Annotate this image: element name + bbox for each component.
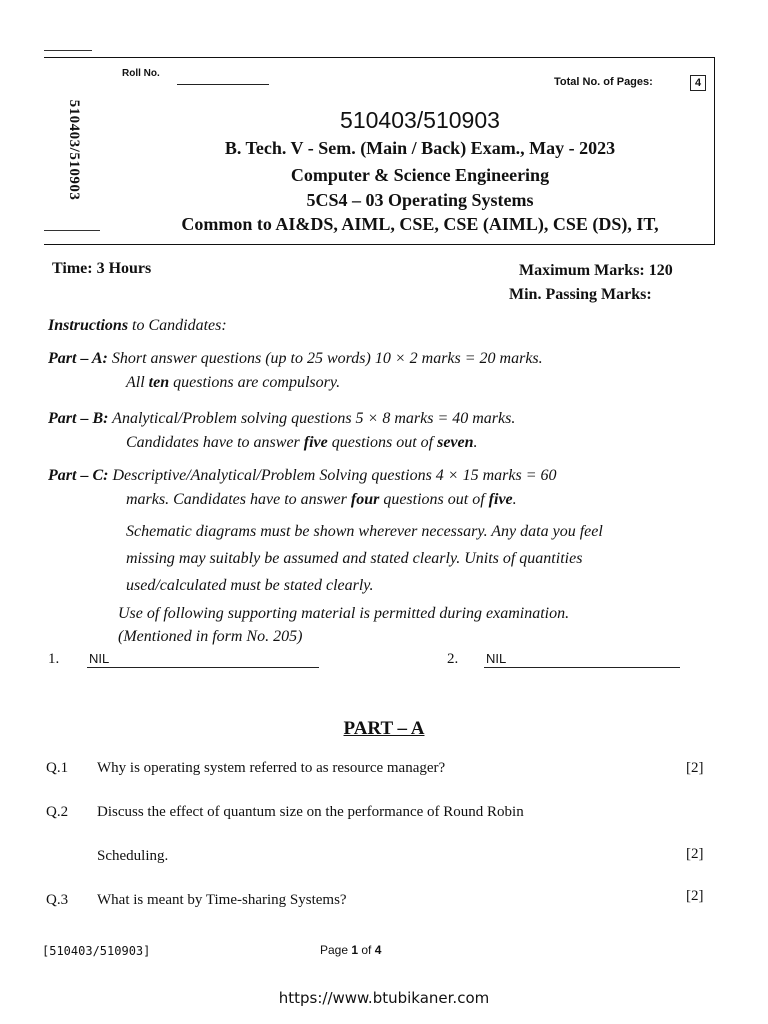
question-number: Q.1: [46, 760, 69, 776]
schematic-note-3: used/calculated must be stated clearly.: [126, 577, 374, 594]
material-note-2: (Mentioned in form No. 205): [118, 628, 303, 645]
source-url: https://www.btubikaner.com: [278, 989, 490, 1007]
common-line: Common to AI&DS, AIML, CSE, CSE (AIML), CSE (DS), IT,: [181, 214, 659, 234]
exam-line: B. Tech. V - Sem. (Main / Back) Exam., May - 2023: [224, 138, 616, 158]
question-text: What is meant by Time-sharing Systems?: [97, 892, 347, 908]
roll-no-label: Roll No.: [122, 68, 160, 79]
total-pages-box: 4: [690, 75, 706, 91]
part-b-instruction: Part – B: Analytical/Problem solving questions 5 × 8 marks = 40 marks.: [48, 410, 516, 427]
subject-line: 5CS4 – 03 Operating Systems: [306, 190, 534, 210]
maximum-marks: Maximum Marks: 120: [519, 262, 673, 279]
footer-paper-code: [510403/510903]: [42, 944, 151, 958]
min-passing-marks: Min. Passing Marks:: [509, 286, 652, 303]
material-1-number: 1.: [48, 651, 60, 667]
paper-code: 510403/510903: [340, 107, 500, 133]
material-note-1: Use of following supporting material is permitted during examination.: [118, 605, 570, 622]
question-text-continued: Scheduling.: [97, 848, 169, 864]
material-1-value: NIL: [89, 651, 110, 666]
schematic-note-1: Schematic diagrams must be shown wherever necessary. Any data you feel: [126, 523, 603, 540]
question-marks: [2]: [686, 888, 704, 904]
part-c-instruction-2: marks. Candidates have to answer four questions out of five.: [126, 491, 517, 508]
question-marks: [2]: [686, 846, 704, 862]
question-marks: [2]: [686, 760, 704, 776]
material-2-line: [484, 667, 680, 668]
question-text: Why is operating system referred to as resource manager?: [97, 760, 446, 776]
part-a-title: PART – A: [343, 718, 425, 739]
schematic-note-2: missing may suitably be assumed and stated clearly. Units of quantities: [126, 550, 583, 567]
material-1-line: [87, 667, 319, 668]
question-text: Discuss the effect of quantum size on the performance of Round Robin: [97, 804, 524, 820]
time-allowed: Time: 3 Hours: [52, 260, 152, 277]
part-b-instruction-2: Candidates have to answer five questions out of seven.: [126, 434, 478, 451]
roll-no-line: [177, 84, 269, 85]
page-indicator: Page 1 of 4: [320, 943, 382, 957]
branch-line: Computer & Science Engineering: [290, 165, 550, 185]
material-2-number: 2.: [447, 651, 459, 667]
material-2-value: NIL: [486, 651, 507, 666]
part-a-instruction-2: All ten questions are compulsory.: [126, 374, 341, 391]
instructions-heading: Instructions to Candidates:: [48, 317, 227, 334]
total-pages-label: Total No. of Pages:: [554, 76, 653, 88]
part-a-instruction: Part – A: Short answer questions (up to 25 words) 10 × 2 marks = 20 marks.: [48, 350, 543, 367]
top-rule: [44, 50, 92, 51]
question-number: Q.2: [46, 804, 69, 820]
part-c-instruction: Part – C: Descriptive/Analytical/Problem Solving questions 4 × 15 marks = 60: [48, 467, 557, 484]
question-number: Q.3: [46, 892, 69, 908]
side-paper-code: 510403/510903: [66, 99, 82, 201]
